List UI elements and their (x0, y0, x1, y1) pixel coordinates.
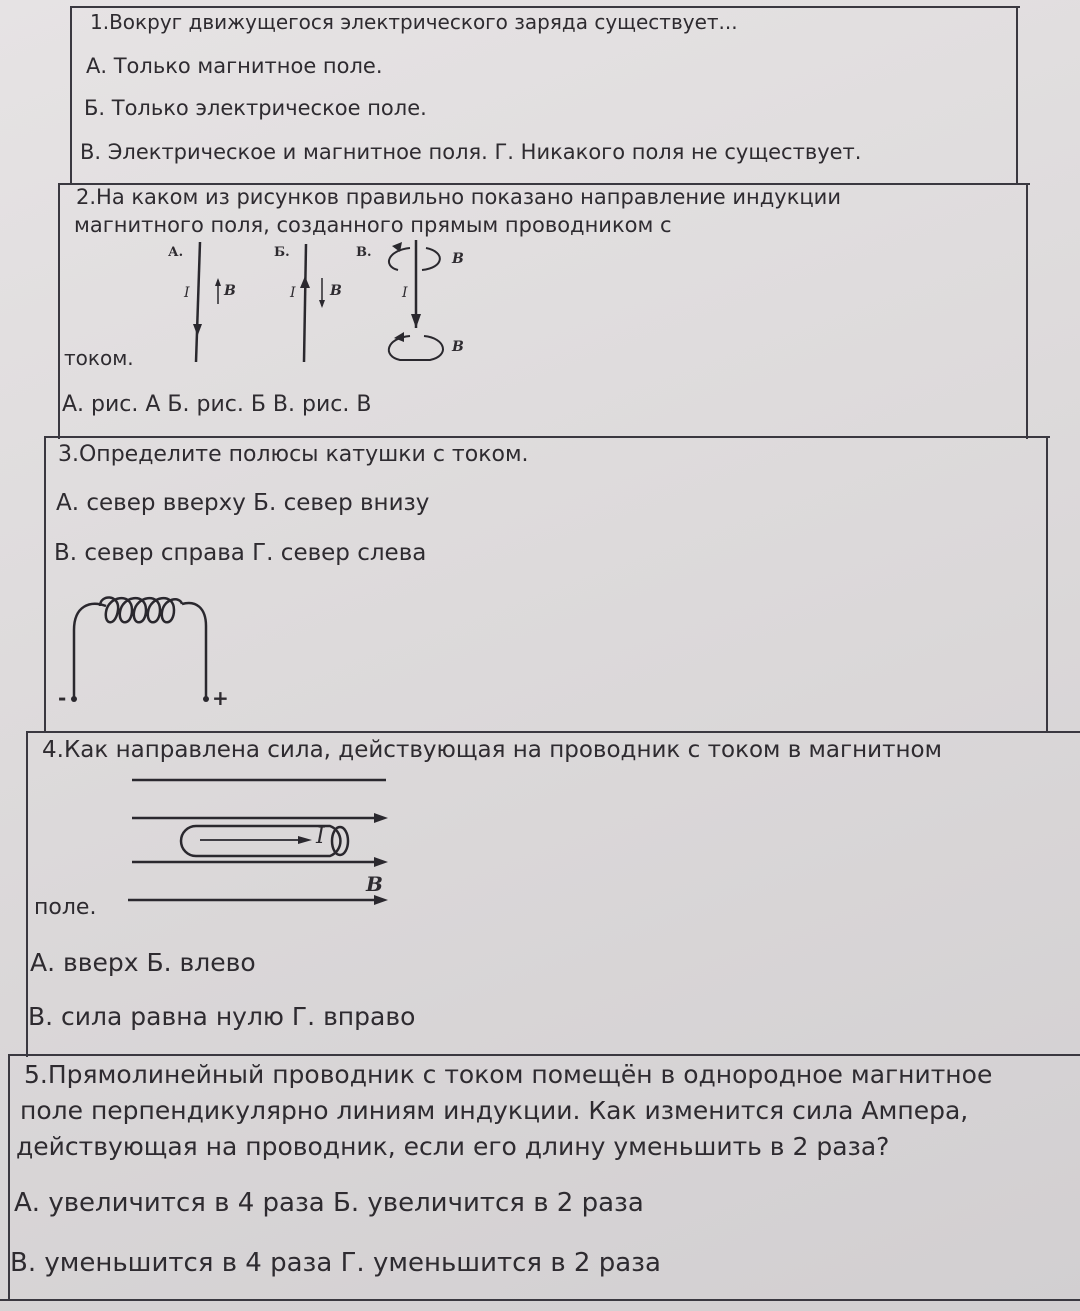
q2-question-line2: магнитного поля, созданного прямым проводником с (74, 213, 672, 237)
q2-left-border (58, 183, 60, 439)
q2-fig-b-field: B (330, 283, 342, 299)
q3-question: 3.Определите полюсы катушки с током. (58, 442, 529, 467)
q2-fig-a-field: B (224, 283, 236, 299)
q1-right-border (1016, 6, 1018, 184)
bottom-border (0, 1299, 1080, 1301)
q5-question-line2: поле перпендикулярно линиям индукции. Как изменится сила Ампера, (20, 1096, 969, 1125)
q2-fig-label-a: А. (168, 245, 184, 260)
q1-question: 1.Вокруг движущегося электрического заряда существует... (90, 10, 738, 34)
q2-fig-b-current: I (290, 285, 296, 301)
q4-question-line1: 4.Как направлена сила, действующая на проводник с током в магнитном (42, 737, 942, 763)
q5-question-line3: действующая на проводник, если его длину уменьшить в 2 раза? (16, 1132, 890, 1161)
q3-right-border (1046, 436, 1048, 732)
q5-question-line1: 5.Прямолинейный проводник с током помещён в однородное магнитное (24, 1060, 993, 1089)
q3-option-cd: В. север справа Г. север слева (54, 540, 427, 566)
q2-figure-b (280, 240, 360, 365)
q2-fig-c-field-bottom: B (452, 339, 464, 355)
q3-terminal-minus: - (58, 686, 67, 710)
q1-option-c: В. Электрическое и магнитное поля. Г. Никакого поля не существует. (80, 140, 862, 164)
q4-field-diagram (120, 770, 400, 910)
q4-question-line2: поле. (34, 895, 97, 920)
top-border (70, 6, 1020, 8)
q4-option-cd: В. сила равна нулю Г. вправо (28, 1002, 416, 1031)
q2-figure-a (170, 240, 250, 365)
q5-option-cd: В. уменьшится в 4 раза Г. уменьшится в 2 раза (10, 1248, 661, 1278)
q2-question-line3: током. (64, 346, 134, 370)
q5-option-ab: А. увеличится в 4 раза Б. увеличится в 2 раза (14, 1188, 644, 1218)
q3-q4-divider (28, 731, 1080, 733)
q2-fig-label-b: Б. (274, 245, 290, 260)
q3-terminal-plus: + (212, 686, 229, 710)
q2-fig-c-field-top: B (452, 251, 464, 267)
q2-answers: А. рис. А Б. рис. Б В. рис. В (62, 392, 372, 417)
q4-q5-divider (8, 1054, 1080, 1056)
q2-fig-a-current: I (184, 285, 190, 301)
q2-q3-divider (45, 436, 1050, 438)
q1-left-border (70, 6, 72, 184)
q2-question-line1: 2.На каком из рисунков правильно показано направление индукции (76, 185, 841, 209)
q2-fig-c-current: I (402, 285, 408, 301)
q3-left-border (44, 436, 46, 732)
q1-option-a: А. Только магнитное поле. (86, 54, 383, 78)
q3-option-ab: А. север вверху Б. север внизу (56, 490, 430, 516)
q1-option-b: Б. Только электрическое поле. (84, 96, 427, 120)
q4-field-symbol: B (366, 872, 383, 896)
q2-fig-label-c: В. (356, 245, 372, 260)
q3-coil-diagram (60, 590, 230, 710)
q4-option-ab: А. вверх Б. влево (30, 948, 256, 977)
q2-right-border (1026, 183, 1028, 439)
q4-current-symbol: I (316, 824, 325, 849)
